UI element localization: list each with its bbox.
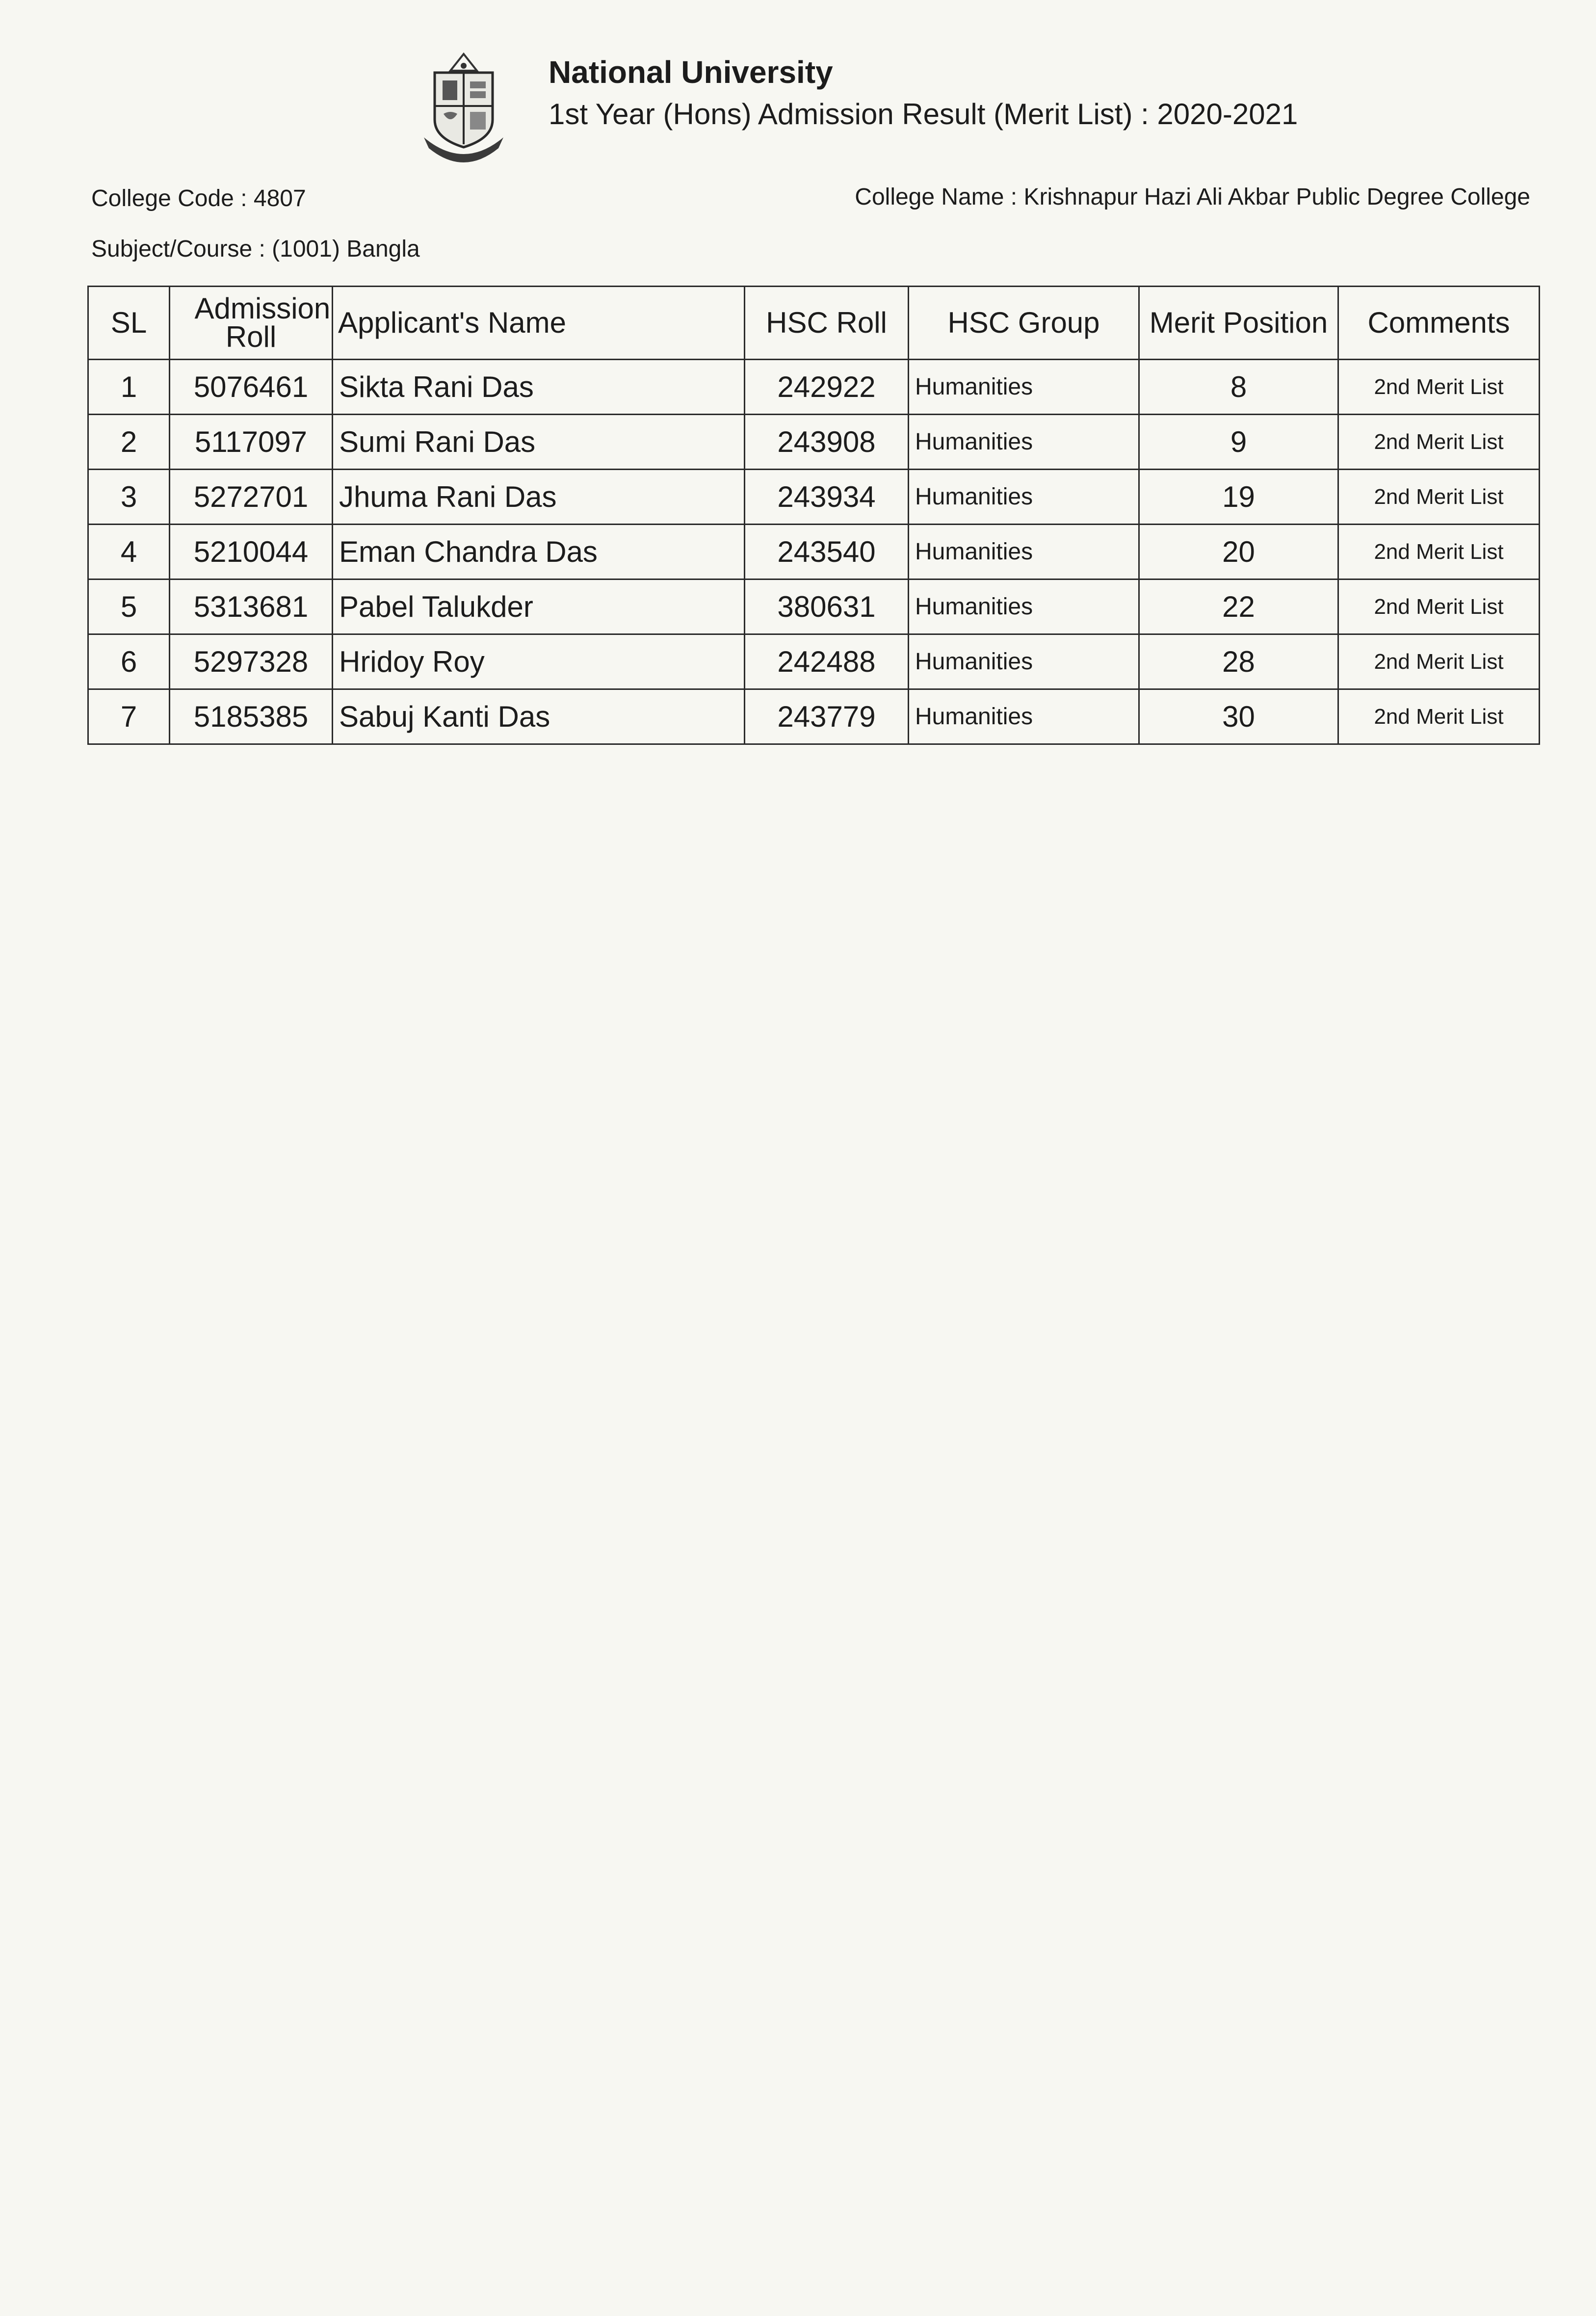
- result-subtitle: 1st Year (Hons) Admission Result (Merit List) : 2020-2021: [549, 98, 1298, 131]
- cell-merit-position: 8: [1139, 360, 1338, 415]
- cell-sl: 7: [88, 689, 170, 744]
- college-code: College Code : 4807: [91, 185, 306, 211]
- table-header-row: [88, 287, 1540, 360]
- merit-list-table: [87, 286, 1540, 745]
- cell-sl: 1: [88, 360, 170, 415]
- cell-merit-position: 22: [1139, 579, 1338, 634]
- cell-merit-position: 30: [1139, 689, 1338, 744]
- table-row: [88, 525, 1540, 579]
- cell-comments: 2nd Merit List: [1338, 689, 1540, 744]
- cell-applicant-name: Jhuma Rani Das: [333, 470, 745, 525]
- table-row: [88, 634, 1540, 689]
- cell-admission-roll: 5272701: [170, 470, 333, 525]
- cell-hsc-group: Humanities: [909, 689, 1139, 744]
- cell-merit-position: 28: [1139, 634, 1338, 689]
- cell-applicant-name: Pabel Talukder: [333, 579, 745, 634]
- cell-sl: 4: [88, 525, 170, 579]
- cell-admission-roll: 5076461: [170, 360, 333, 415]
- cell-hsc-group: Humanities: [909, 579, 1139, 634]
- cell-hsc-group: Humanities: [909, 470, 1139, 525]
- table-row: [88, 470, 1540, 525]
- cell-merit-position: 19: [1139, 470, 1338, 525]
- cell-admission-roll: 5297328: [170, 634, 333, 689]
- cell-admission-roll: 5210044: [170, 525, 333, 579]
- header-merit-position: Merit Position: [1139, 287, 1338, 360]
- table-row: [88, 360, 1540, 415]
- cell-admission-roll: 5117097: [170, 415, 333, 470]
- cell-sl: 3: [88, 470, 170, 525]
- cell-hsc-roll: 243779: [745, 689, 909, 744]
- cell-hsc-roll: 242922: [745, 360, 909, 415]
- cell-comments: 2nd Merit List: [1338, 525, 1540, 579]
- subject-course: Subject/Course : (1001) Bangla: [91, 236, 420, 262]
- cell-hsc-roll: 243540: [745, 525, 909, 579]
- cell-sl: 2: [88, 415, 170, 470]
- header-comments: Comments: [1338, 287, 1540, 360]
- header-sl: SL: [88, 287, 170, 360]
- cell-admission-roll: 5185385: [170, 689, 333, 744]
- cell-hsc-group: Humanities: [909, 415, 1139, 470]
- cell-comments: 2nd Merit List: [1338, 470, 1540, 525]
- cell-merit-position: 20: [1139, 525, 1338, 579]
- table-row: [88, 689, 1540, 744]
- cell-admission-roll: 5313681: [170, 579, 333, 634]
- cell-comments: 2nd Merit List: [1338, 579, 1540, 634]
- cell-comments: 2nd Merit List: [1338, 415, 1540, 470]
- cell-hsc-group: Humanities: [909, 360, 1139, 415]
- college-name: College Name : Krishnapur Hazi Ali Akbar Public Degree College: [855, 184, 1530, 210]
- header-hsc-group: HSC Group: [909, 287, 1139, 360]
- cell-hsc-group: Humanities: [909, 525, 1139, 579]
- header-admission-roll: Admission Roll: [170, 287, 333, 360]
- cell-comments: 2nd Merit List: [1338, 360, 1540, 415]
- cell-sl: 5: [88, 579, 170, 634]
- cell-applicant-name: Sumi Rani Das: [333, 415, 745, 470]
- cell-hsc-roll: 243934: [745, 470, 909, 525]
- cell-hsc-roll: 242488: [745, 634, 909, 689]
- cell-merit-position: 9: [1139, 415, 1338, 470]
- cell-hsc-group: Humanities: [909, 634, 1139, 689]
- cell-comments: 2nd Merit List: [1338, 634, 1540, 689]
- cell-applicant-name: Eman Chandra Das: [333, 525, 745, 579]
- cell-applicant-name: Hridoy Roy: [333, 634, 745, 689]
- cell-sl: 6: [88, 634, 170, 689]
- university-title: National University: [549, 54, 833, 90]
- cell-hsc-roll: 380631: [745, 579, 909, 634]
- cell-applicant-name: Sikta Rani Das: [333, 360, 745, 415]
- table-row: [88, 415, 1540, 470]
- cell-hsc-roll: 243908: [745, 415, 909, 470]
- university-logo-icon: [421, 51, 506, 165]
- header-applicant-name: Applicant's Name: [333, 287, 745, 360]
- header-hsc-roll: HSC Roll: [745, 287, 909, 360]
- cell-applicant-name: Sabuj Kanti Das: [333, 689, 745, 744]
- table-row: [88, 579, 1540, 634]
